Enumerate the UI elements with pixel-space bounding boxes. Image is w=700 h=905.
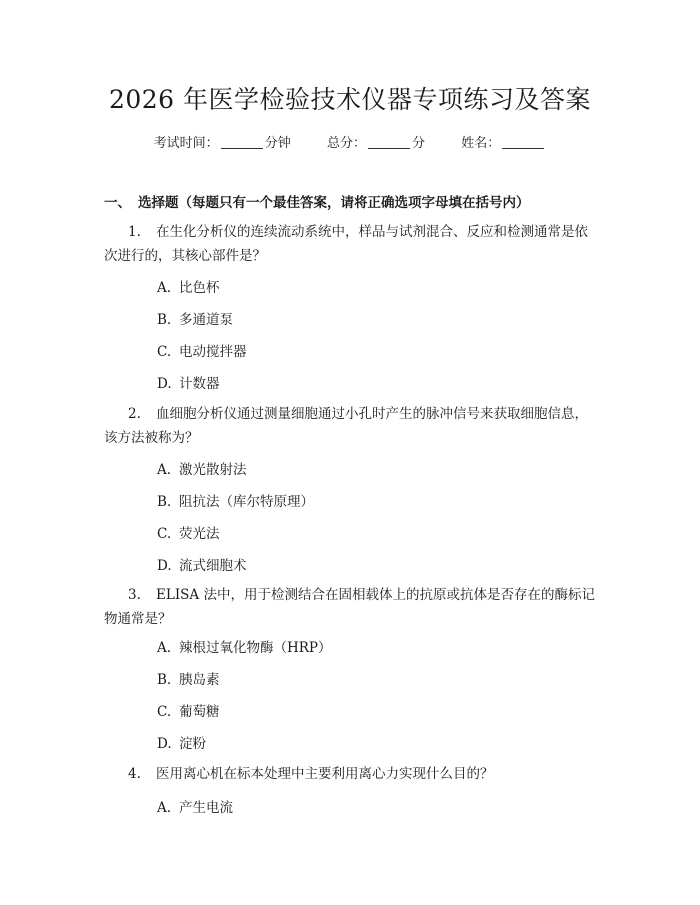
question-number: 2. (128, 406, 141, 422)
question-text: 在生化分析仪的连续流动系统中，样品与试剂混合、反应和检测通常是依次进行的，其核心部件是？ (104, 224, 588, 264)
question-3-option-b: B. 胰岛素 (157, 672, 220, 688)
question-text: 医用离心机在标本处理中主要利用离心力实现什么目的？ (156, 766, 494, 782)
question-2 (104, 402, 599, 450)
question-4-option-a: A. 产生电流 (157, 800, 233, 816)
document-title: 2026 年医学检验技术仪器专项练习及答案 (108, 85, 592, 114)
score-blank (368, 136, 410, 149)
question-3-option-a: A. 辣根过氧化物酶（HRP） (157, 640, 332, 656)
question-1-option-b: B. 多通道泵 (157, 312, 233, 328)
question-number: 4. (128, 766, 141, 782)
question-2-option-d: D. 流式细胞术 (157, 558, 247, 574)
question-number: 3. (128, 587, 141, 603)
question-4 (104, 762, 599, 786)
question-3-option-c: C. 葡萄糖 (157, 704, 220, 720)
score-label: 总分： (326, 136, 366, 151)
name-label: 姓名： (461, 136, 501, 151)
time-unit: 分钟 (264, 136, 291, 151)
section-heading (104, 191, 530, 211)
question-1-option-d: D. 计数器 (157, 376, 220, 392)
question-2-option-c: C. 荧光法 (157, 526, 220, 542)
section-number: 一、 (104, 195, 131, 211)
exam-info-line (0, 132, 700, 151)
name-blank (502, 136, 544, 149)
question-2-option-b: B. 阻抗法（库尔特原理） (157, 494, 314, 510)
question-text: 血细胞分析仪通过测量细胞通过小孔时产生的脉冲信号来获取细胞信息，该方法被称为？ (104, 406, 588, 446)
question-number: 1. (128, 224, 141, 240)
time-label: 考试时间： (153, 136, 219, 151)
question-1-option-a: A. 比色杯 (157, 280, 220, 296)
time-blank (221, 136, 263, 149)
question-text: ELISA 法中，用于检测结合在固相载体上的抗原或抗体是否存在的酶标记物通常是？ (104, 587, 595, 627)
question-1-option-c: C. 电动搅拌器 (157, 344, 247, 360)
question-1 (104, 220, 599, 268)
question-3 (104, 583, 599, 631)
question-2-option-a: A. 激光散射法 (157, 462, 247, 478)
section-title: 选择题（每题只有一个最佳答案，请将正确选项字母填在括号内） (138, 195, 530, 211)
question-3-option-d: D. 淀粉 (157, 736, 206, 752)
score-unit: 分 (412, 136, 426, 151)
